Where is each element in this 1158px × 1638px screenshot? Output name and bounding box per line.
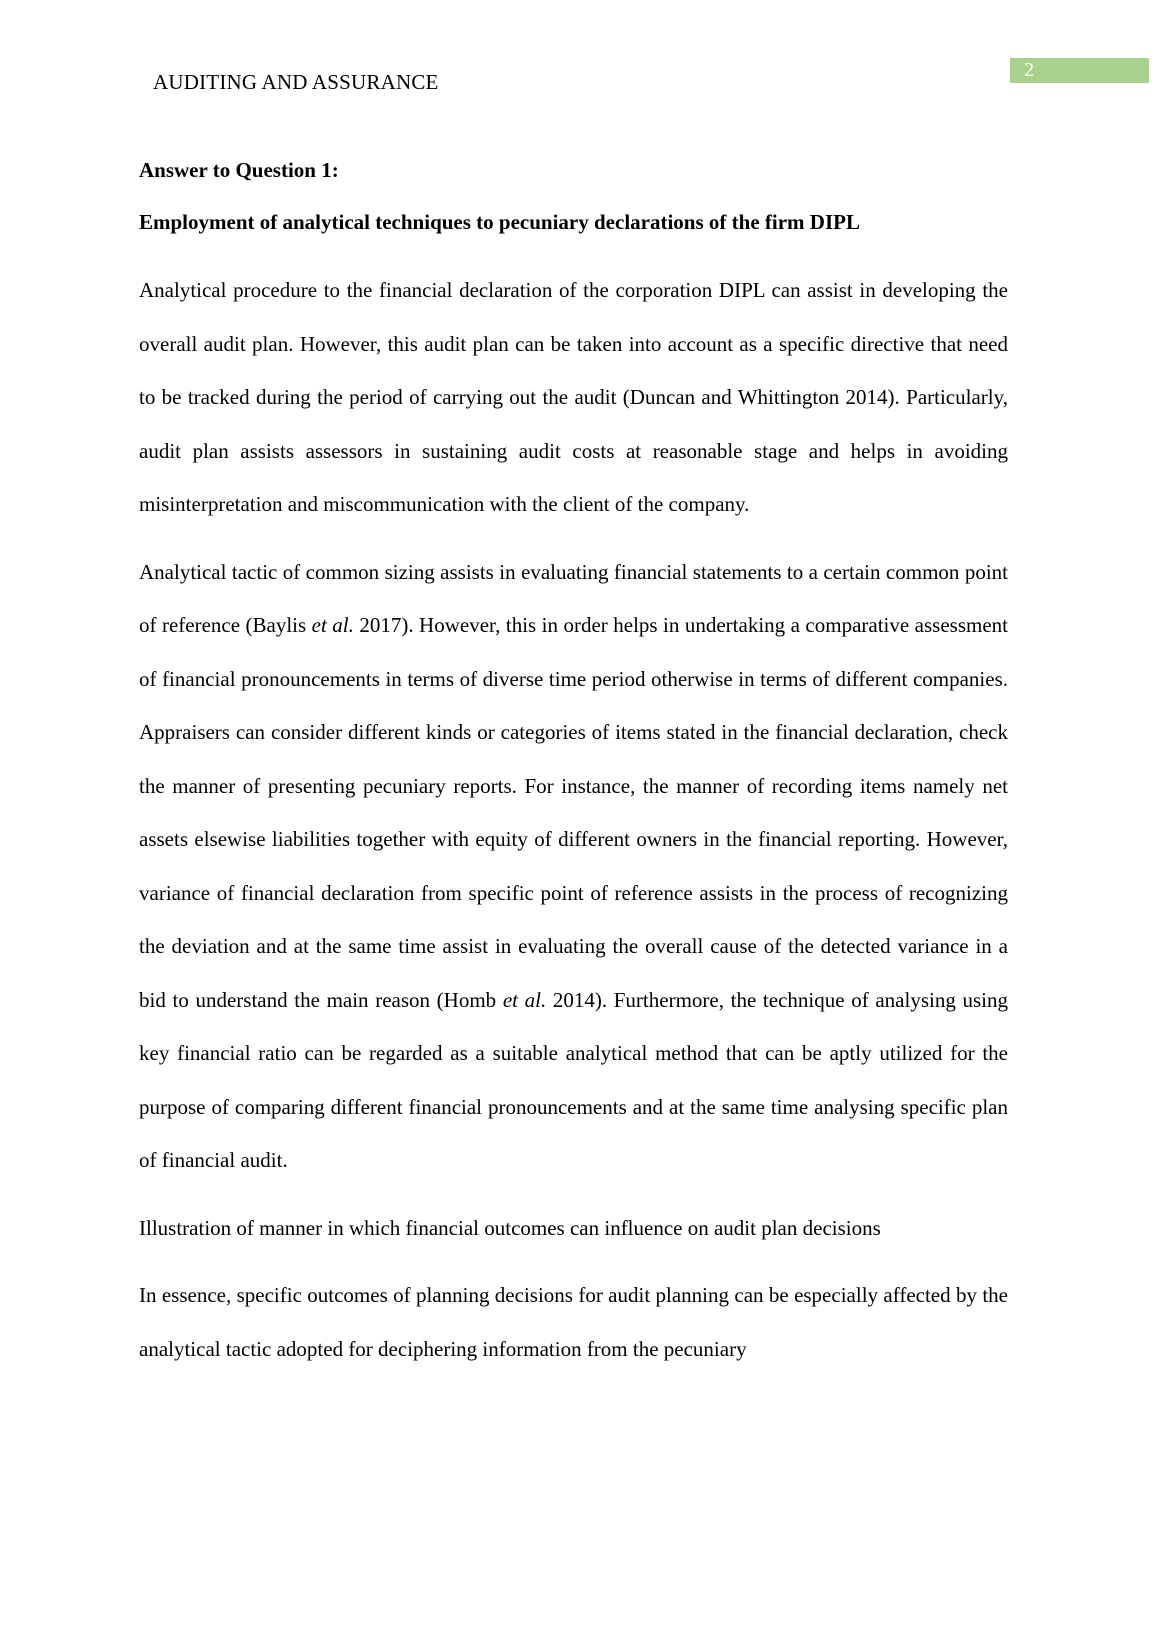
citation-et-al: et al. bbox=[311, 613, 354, 637]
section-heading: Employment of analytical techniques to pecuniary declarations of the firm DIPL bbox=[139, 210, 860, 234]
paragraph-text: 2014). Furthermore, the technique of analysing using key financial ratio can be regarded as a suitable analytical method that can be aptly utilized for the purpose of comparing different financial pronouncements and at the same time analysing specific plan of financial audit. bbox=[139, 987, 1008, 1172]
paragraph-common-sizing bbox=[139, 546, 1008, 1188]
paragraph-text: Analytical tactic of common sizing assists in evaluating financial statements to a certain common point of reference (Baylis bbox=[139, 559, 1008, 637]
citation-et-al: et al. bbox=[502, 987, 547, 1012]
page-body bbox=[139, 156, 1008, 1390]
paragraph-analytical-procedure: Analytical procedure to the financial declaration of the corporation DIPL can assist in developing the overall audit plan. However, this audit plan can be taken into account as a specific directive that need to be tracked during the period of carrying out the audit (Duncan and Whittington 2014). Particularly, audit plan assists assessors in sustaining audit costs at reasonable stage and helps in avoiding misinterpretation and miscommunication with the client of the company. bbox=[139, 278, 1008, 516]
page-number: 2 bbox=[1024, 59, 1034, 81]
paragraph-text: 2017). However, this in order helps in undertaking a comparative assessment of financial pronouncements in terms of diverse time period otherwise in terms of different companies. Appraisers can consider different kinds or categories of items stated in the financial declaration, check the manner of presenting pecuniary reports. For instance, the manner of recording items namely net assets elsewise liabilities together with equity of different owners in the financial reporting. However, variance of financial declaration from specific point of reference assists in the process of recognizing the deviation and at the same time assist in evaluating the overall cause of the detected variance in a bid to understand the main reason (Homb bbox=[139, 613, 1008, 1012]
running-header-title: AUDITING AND ASSURANCE bbox=[153, 70, 439, 94]
subheading-illustration: Illustration of manner in which financial outcomes can influence on audit plan decisions bbox=[139, 1215, 881, 1240]
paragraph-planning-decisions: In essence, specific outcomes of planning decisions for audit planning can be especially affected by the analytical tactic adopted for deciphering information from the pecuniary bbox=[139, 1283, 1008, 1361]
page-number-badge bbox=[1010, 58, 1149, 83]
question-heading: Answer to Question 1: bbox=[139, 158, 339, 182]
